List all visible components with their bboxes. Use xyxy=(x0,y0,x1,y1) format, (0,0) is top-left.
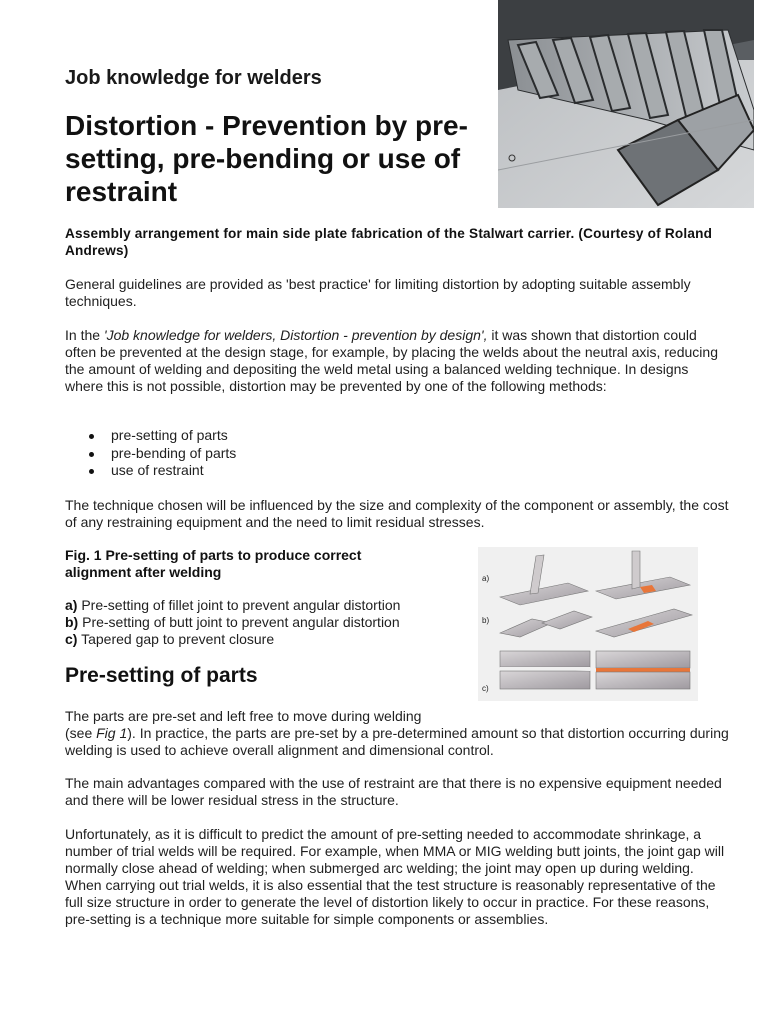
legend-item-b xyxy=(65,614,465,631)
methods-list xyxy=(65,427,236,480)
figure-label-b: b) xyxy=(482,616,490,625)
weld-bead xyxy=(596,668,690,672)
legend-text: Tapered gap to prevent closure xyxy=(77,631,275,647)
figure-caption: Fig. 1 Pre-setting of parts to produce correct alignment after welding xyxy=(65,547,362,580)
list-item: pre-bending of parts xyxy=(65,445,236,463)
legend-text: Pre-setting of fillet joint to prevent angular distortion xyxy=(77,597,401,613)
presetting-figure xyxy=(478,547,698,701)
legend-key: b) xyxy=(65,614,79,630)
legend-key: c) xyxy=(65,631,78,647)
presetting-paragraph-2: The main advantages compared with the use of restraint are that there is no expensive equipment needed and there will be lower residual stress in the structure. xyxy=(65,775,722,808)
presetting-paragraph-3: Unfortunately, as it is difficult to predict the amount of pre-setting needed to accommodate shrinkage, a number of trial welds will be required. For example, when MMA or MIG welding butt joints, the joint gap will normally close ahead of welding; when submerged arc welding; the joint may open up during welding. When carrying out trial welds, it is also essential that the test structure is reasonably representative of the full size structure in order to generate the level of distortion likely to occur in practice. For these reasons, pre-setting is a technique more suitable for simple components or assemblies. xyxy=(65,826,725,927)
list-item: pre-setting of parts xyxy=(65,427,236,445)
presetting-paragraph-1 xyxy=(65,708,730,759)
design-article-reference[interactable]: 'Job knowledge for welders, Distortion - prevention by design', xyxy=(103,327,488,343)
tapered-gap-welded xyxy=(596,651,690,689)
legend-item-a xyxy=(65,597,465,614)
legend-key: a) xyxy=(65,597,78,613)
page-title: Distortion - Prevention by pre-setting, pre-bending or use of restraint xyxy=(65,110,468,207)
intro-paragraph xyxy=(65,327,730,395)
list-item: use of restraint xyxy=(65,462,236,480)
legend-item-c xyxy=(65,631,465,648)
photo-caption: Assembly arrangement for main side plate fabrication of the Stalwart carrier. (Courtesy of Roland Andrews) xyxy=(65,226,713,258)
intro-rest: it was shown that distortion could often be prevented at the design stage, for example, by placing the welds about the neutral axis, reducing the amount of welding and depositing the weld metal using a balanced welding technique. In designs where this is not possible, distortion may be prevented by one of the following methods: xyxy=(65,327,718,394)
presetting-p1-prefix: The parts are pre-set and left free to move during welding xyxy=(65,708,422,724)
presetting-p1-rest: ). In practice, the parts are pre-set by a pre-determined amount so that distortion occurring during welding is used to achieve overall alignment and dimensional control. xyxy=(65,725,729,758)
presetting-heading: Pre-setting of parts xyxy=(65,664,258,687)
guidelines-paragraph: General guidelines are provided as 'best practice' for limiting distortion by adopting suitable assembly techniques. xyxy=(65,276,691,309)
figure-label-c: c) xyxy=(482,684,489,693)
intro-prefix: In the xyxy=(65,327,104,343)
figure-legend xyxy=(65,597,465,648)
figure-reference: Fig 1 xyxy=(96,725,128,741)
fabrication-photo xyxy=(498,0,754,208)
section-kicker: Job knowledge for welders xyxy=(65,67,322,89)
technique-paragraph: The technique chosen will be influenced by the size and complexity of the component or assembly, the cost of any restraining equipment and the need to limit residual stresses. xyxy=(65,497,729,530)
presetting-p1-ref-open: (see xyxy=(65,725,97,741)
legend-text: Pre-setting of butt joint to prevent angular distortion xyxy=(78,614,400,630)
figure-label-a: a) xyxy=(482,574,490,583)
